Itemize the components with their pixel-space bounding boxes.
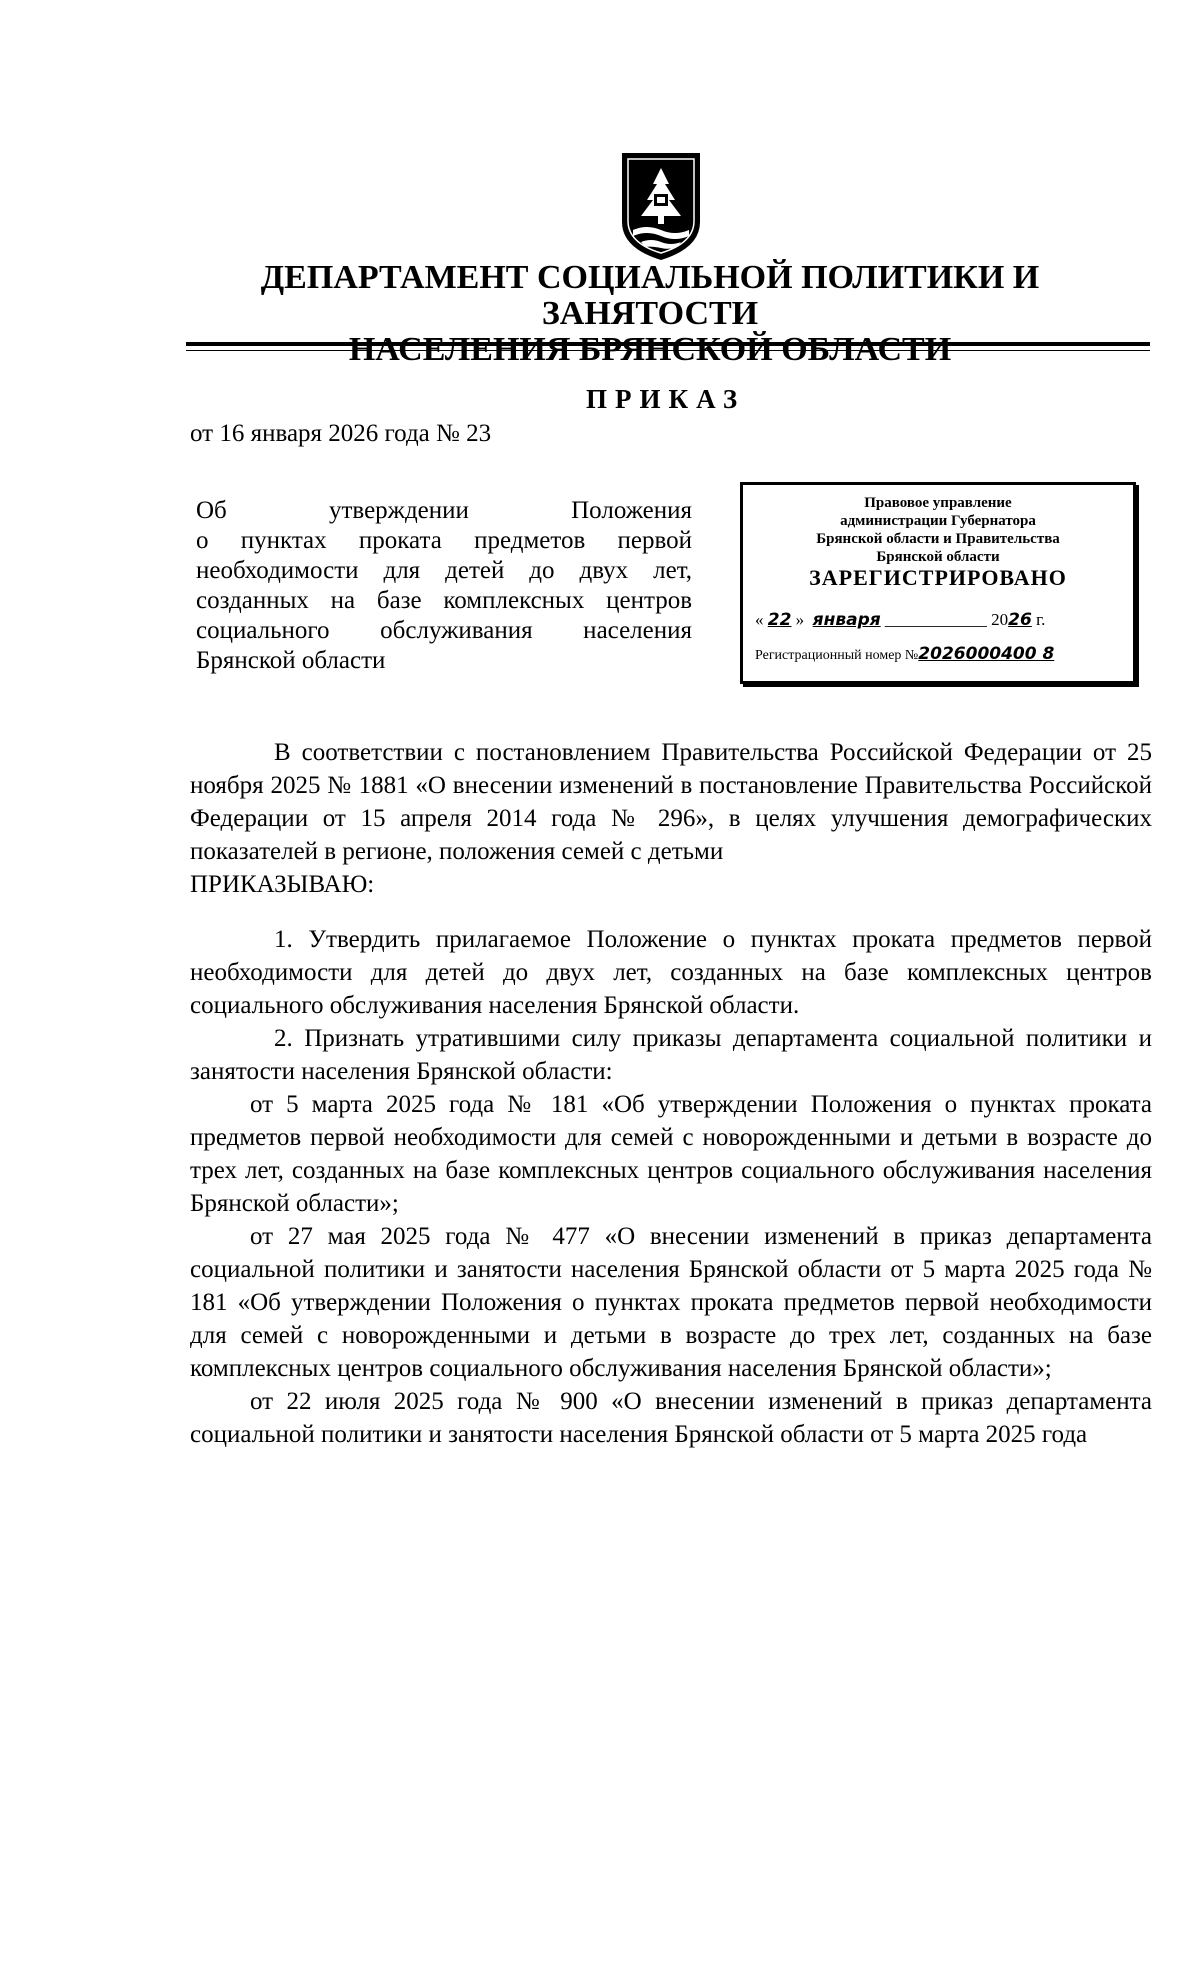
stamp-year-unit: г. (1036, 610, 1046, 629)
bryansk-coat-of-arms-icon (619, 150, 703, 262)
subject-line: Об утверждении Положения (196, 497, 692, 524)
item-2c-paragraph: от 22 июля 2025 года № 900 «О внесении изменений в приказ департамента социальной политики и занятости населения Брянской области от 5 марта 2025 года (190, 1388, 1152, 1448)
stamp-org-line: Брянской области (876, 549, 1000, 565)
department-line-1: ДЕПАРТАМЕНТ СОЦИАЛЬНОЙ ПОЛИТИКИ И ЗАНЯТОСТИ (260, 259, 1040, 332)
order-date-number: от 16 января 2026 года № 23 (190, 420, 492, 447)
stamp-org-line: Правовое управление (864, 495, 1012, 511)
stamp-registration-row (755, 645, 1131, 665)
stamp-reg-number: 2026000400 8 (918, 644, 1055, 664)
subject-line: о пунктах проката предметов первой (196, 527, 692, 554)
stamp-organization (743, 494, 1133, 566)
stamp-year-prefix: 20 (991, 610, 1009, 629)
spacer (190, 901, 1152, 923)
stamp-month: января (812, 610, 881, 630)
stamp-org-line: Брянской области и Правительства (816, 531, 1060, 547)
order-subject (196, 496, 692, 676)
heading-rule-thin (186, 350, 1150, 351)
stamp-registered-label: ЗАРЕГИСТРИРОВАНО (809, 565, 1067, 590)
stamp-year-suffix: 26 (1008, 610, 1032, 630)
registration-stamp (740, 482, 1136, 684)
stamp-reg-label: Регистрационный номер № (755, 648, 919, 663)
subject-line: социального обслуживания населения (196, 617, 692, 644)
stamp-date-row: « 22 » января ____________ 2026 г. (755, 610, 1046, 630)
item-2-paragraph: 2. Признать утратившими силу приказы департамента социальной политики и занятости населения Брянской области: (190, 1025, 1152, 1085)
item-2b-paragraph: от 27 мая 2025 года № 477 «О внесении изменений в приказ департамента социальной политики и занятости населения Брянской области от 5 марта 2025 года № 181 «Об утверждении Положения о пунктах проката предметов первой необходимости для семей с новорожденными и детьми в возрасте до трех лет, созданных на базе комплексных центров социального обслуживания населения Брянской области»; (190, 1223, 1152, 1382)
subject-line: Брянской области (196, 647, 386, 674)
subject-line: созданных на базе комплексных центров (196, 587, 692, 614)
order-body (190, 736, 1152, 1451)
order-word: ПРИКАЗЫВАЮ: (190, 871, 375, 898)
department-line-2: НАСЕЛЕНИЯ БРЯНСКОЙ ОБЛАСТИ (348, 331, 952, 368)
stamp-org-line: администрации Губернатора (840, 513, 1036, 529)
preamble-paragraph: В соответствии с постановлением Правительства Российской Федерации от 25 ноября 2025 № 1881 «О внесении изменений в постановление Правительства Российской Федерации от 15 апреля 2014 года № 296», в целях улучшения демографических показателей в регионе, положения семей с детьми (190, 739, 1152, 865)
item-2a-paragraph: от 5 марта 2025 года № 181 «Об утверждении Положения о пунктах проката предметов первой необходимости для семей с новорожденными и детьми в возрасте до трех лет, созданных на базе комплексных центров социального обслуживания населения Брянской области»; (190, 1091, 1152, 1217)
stamp-day: 22 (767, 610, 792, 630)
item-1-paragraph: 1. Утвердить прилагаемое Положение о пунктах проката предметов первой необходимости для детей до двух лет, созданных на базе комплексных центров социального обслуживания населения Брянской области. (190, 926, 1152, 1019)
heading-rule-thick (186, 342, 1150, 346)
order-title: ПРИКАЗ (586, 384, 746, 414)
subject-line: необходимости для детей до двух лет, (196, 557, 692, 584)
department-heading (150, 260, 1150, 368)
